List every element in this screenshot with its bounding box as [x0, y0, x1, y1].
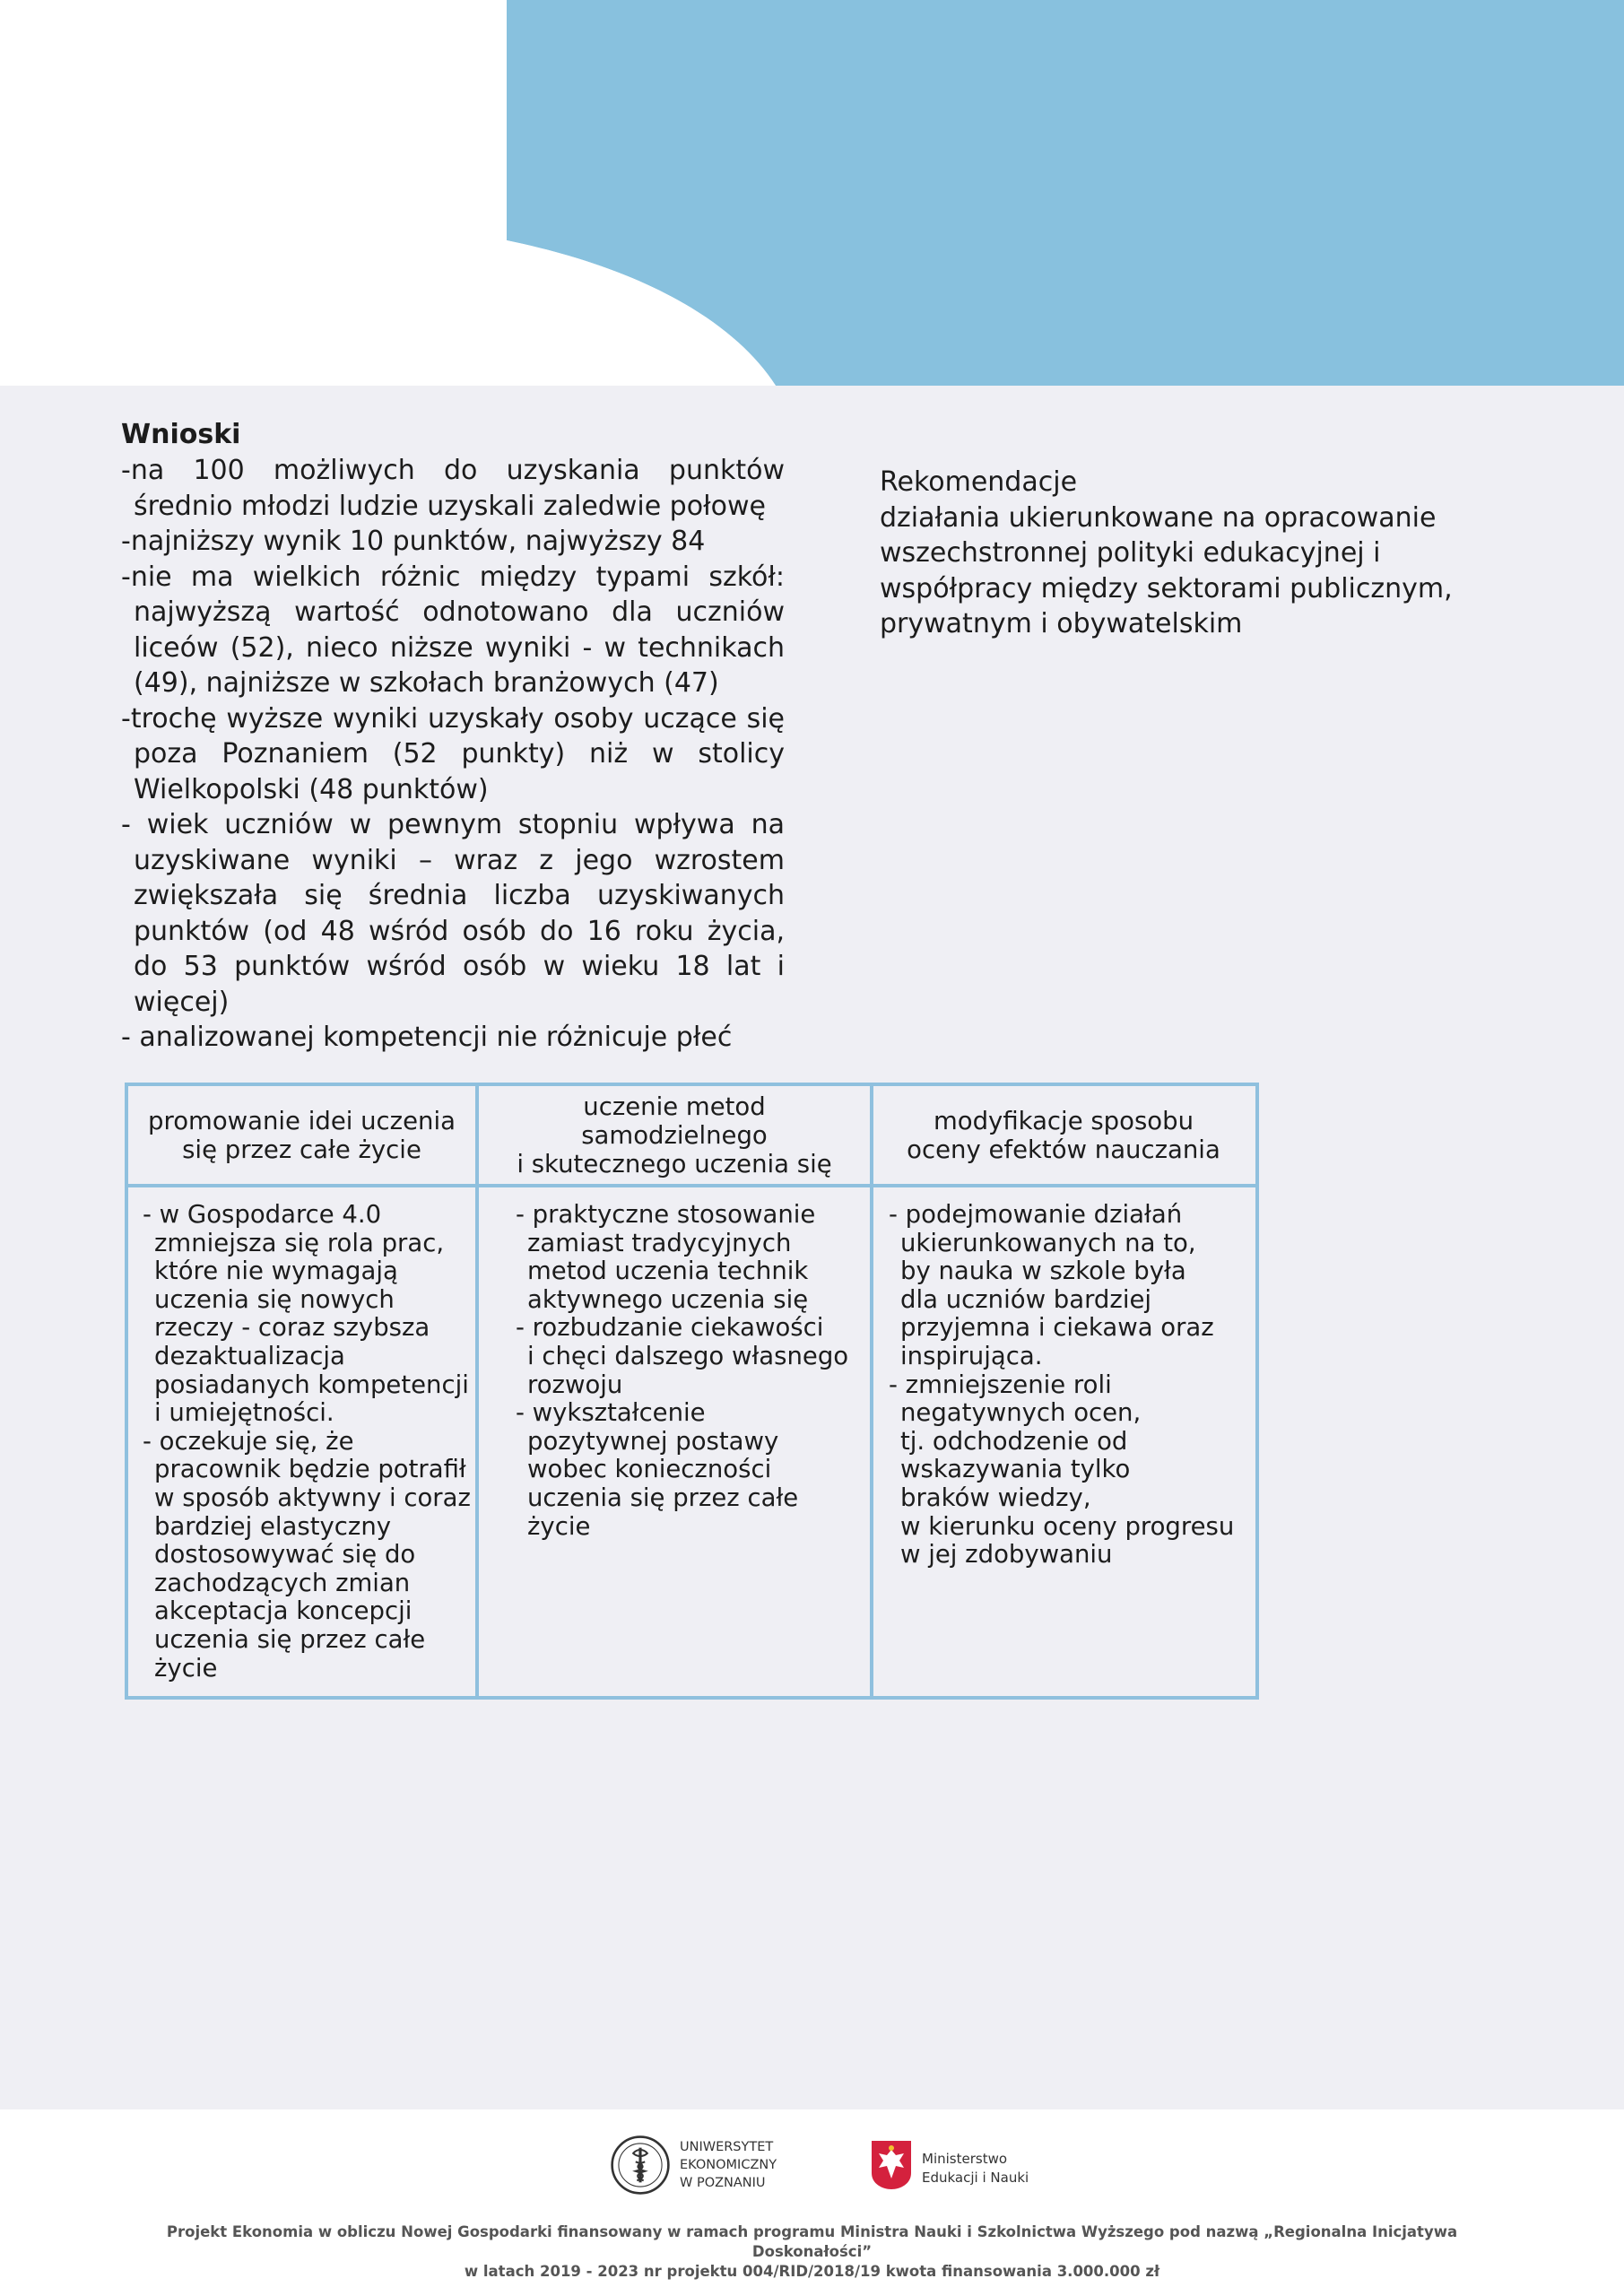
footer-ministry-name: Ministerstwo Edukacji i Nauki [922, 2151, 1029, 2186]
list-item: - wiek uczniów w pewnym stopniu wpływa na uzyskiwane wyniki – wraz z jego wzrostem zwiększała się średnia liczba uzyskiwanych punktów (od 48 wśród osób do 16 roku życia, do 53 punktów wśród osób w wieku 18 lat i więcej) [121, 809, 785, 1018]
recommendations-section [880, 465, 1525, 642]
column-body [143, 1201, 474, 1683]
list-item: - wykształcenie pozytywnej postawy wobec konieczności uczenia się przez całe życie [516, 1398, 799, 1541]
column-header: promowanie idei uczenia się przez całe życie [148, 1106, 456, 1164]
conclusions-list [121, 453, 785, 1056]
column-body [516, 1201, 867, 1541]
university-emblem-icon [81, 65, 197, 181]
column-divider [870, 1086, 873, 1696]
conclusions-section [121, 417, 785, 1056]
list-item: - rozbudzanie ciekawości i chęci dalszego własnego rozwoju [516, 1313, 849, 1399]
recommendations-table [125, 1083, 1259, 1700]
funding-note: Projekt Ekonomia w obliczu Nowej Gospodarki finansowany w ramach programu Ministra Nauki i Szkolnictwa Wyższego pod nazwą „Regionalna Inicjatywa Doskonałości” w latach 2019 - 2023 nr projektu 004/RID/2018/19 kwota finansowania 3.000.000 zł [166, 2223, 1458, 2280]
footer-university-logo [610, 2135, 798, 2199]
university-name: UNIWERSYTET EKONOMICZNY W POZNANIU [215, 79, 381, 163]
conclusions-title: Wnioski [121, 419, 241, 450]
list-item: - podejmowanie działań ukierunkowanych na to, by nauka w szkole była dla uczniów bardziej przyjemna i ciekawa oraz inspirująca. [889, 1200, 1214, 1370]
list-item: -na 100 możliwych do uzyskania punktów średnio młodzi ludzie uzyskali zaledwie połowę [121, 455, 785, 522]
list-item: -trochę wyższe wyniki uzyskały osoby uczące się poza Poznaniem (52 punkty) niż w stolicy Wielkopolski (48 punktów) [121, 702, 785, 805]
list-item: - zmniejszenie roli negatywnych ocen, tj. odchodzenie od wskazywania tylko braków wiedzy, w kierunku oceny progresu w jej zdobywaniu [889, 1370, 1235, 1570]
column-divider [475, 1086, 479, 1696]
polish-eagle-icon [870, 2139, 913, 2191]
university-emblem-icon [610, 2135, 671, 2196]
column-body [889, 1201, 1255, 1570]
list-item: - oczekuje się, że pracownik będzie potrafił w sposób aktywny i coraz bardziej elastyczny dostosowywać się do zachodzących zmian akceptacja koncepcji uczenia się przez całe życie [143, 1426, 471, 1683]
column-header: uczenie metod samodzielnego i skutecznego uczenia się [517, 1091, 832, 1178]
list-item: -najniższy wynik 10 punktów, najwyższy 84 [121, 526, 706, 557]
list-item: - praktyczne stosowanie zamiast tradycyjnych metod uczenia technik aktywnego uczenia się [516, 1200, 816, 1314]
list-item: - w Gospodarce 4.0 zmniejsza się rola prac, które nie wymagają uczenia się nowych rzeczy - coraz szybsza dezaktualizacja posiadanych kompetencji i umiejętności. [143, 1200, 469, 1428]
header-divider [128, 1184, 1255, 1187]
list-item: -nie ma wielkich różnic między typami szkół: najwyższą wartość odnotowano dla uczniów liceów (52), nieco niższe wyniki - w technikach (49), najniższe w szkołach branżowych (47) [121, 561, 785, 699]
recommendations-text: działania ukierunkowane na opracowanie wszechstronnej polityki edukacyjnej i współpracy między sektorami publicznym, prywatnym i obywatelskim [880, 501, 1453, 639]
footer-university-name: UNIWERSYTET EKONOMICZNY W POZNANIU [680, 2140, 777, 2190]
header-decoration [0, 0, 1624, 395]
column-header: modyfikacje sposobu oceny efektów nauczania [907, 1106, 1220, 1164]
university-logo [81, 65, 413, 190]
recommendations-title: Rekomendacje [880, 466, 1078, 498]
footer-ministry-logo [870, 2139, 1067, 2198]
list-item: - analizowanej kompetencji nie różnicuje płeć [121, 1022, 733, 1053]
